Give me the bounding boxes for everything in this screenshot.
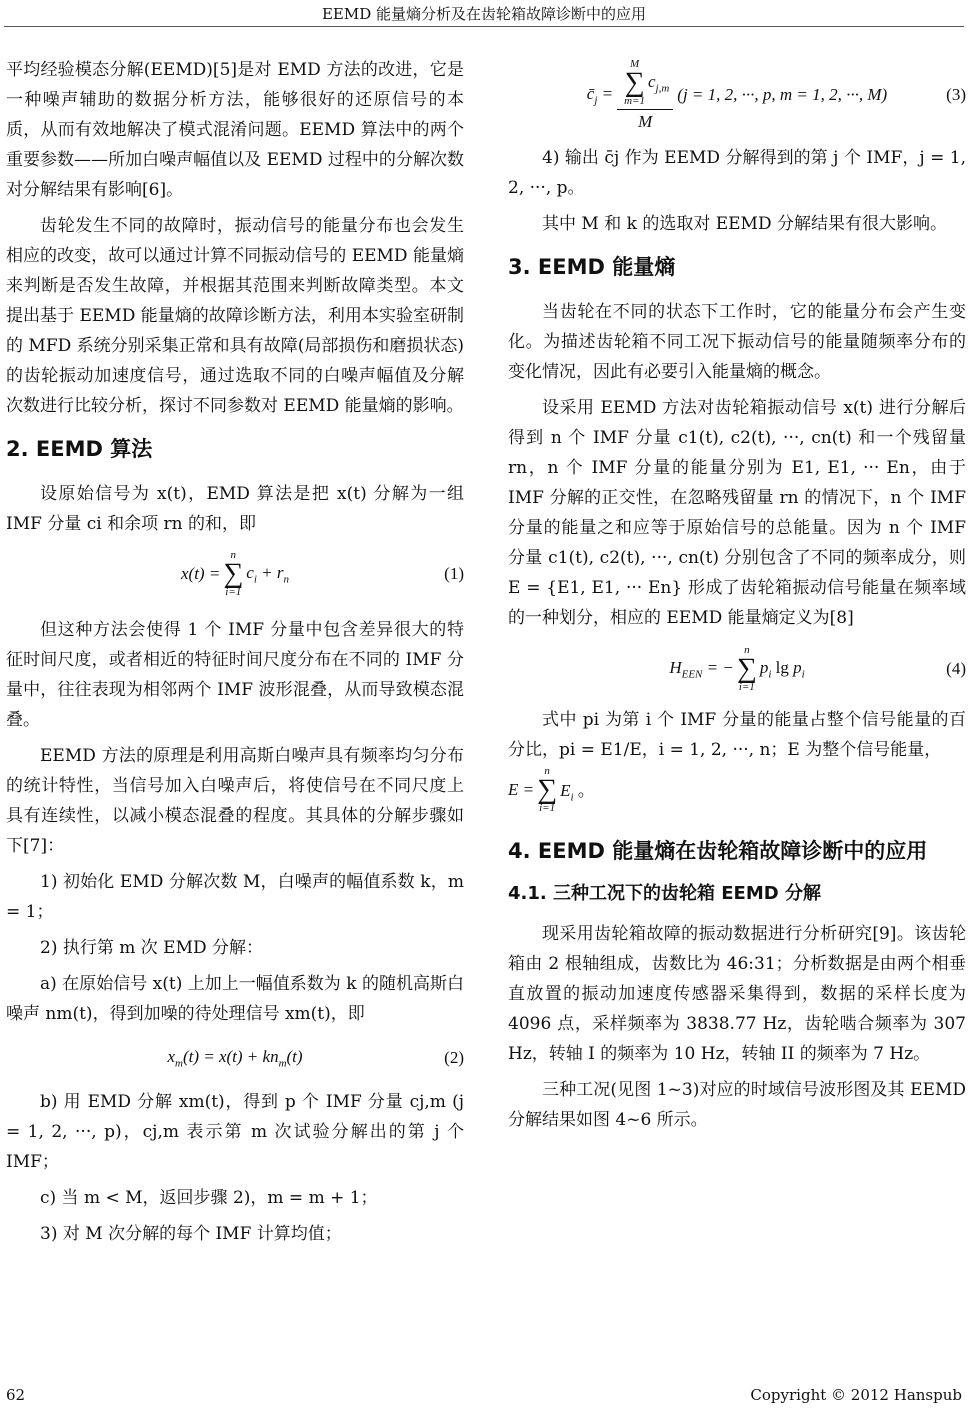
section-heading-2: 2. EEMD 算法 [6,437,153,461]
paragraph: 齿轮发生不同的故障时，振动信号的能量分布也会发生相应的改变，故可以通过计算不同振动信号的 EEMD 能量熵来判断是否发生故障，并根据其范围来判断故障类型。本文提出基于 EEMD 能量熵的故障诊断方法，利用本实验室研制的 MFD 系统分别采集正常和具有故障(局部损伤和磨损状态)的齿轮振动加速度信号，通过选取不同的白噪声幅值及分解次数进行比较分析，探讨不同参数对 EEMD 能量熵的影响。 [6,216,464,416]
section-heading-4: 4. EEMD 能量熵在齿轮箱故障诊断中的应用 [508,839,928,863]
subsection-heading-4-1: 4.1. 三种工况下的齿轮箱 EEMD 分解 [508,883,821,904]
equation-1: x(t) = n ∑ i=1 $c_i + r_n$ (1) [181,549,464,598]
step-4: 4) 输出 c̄j 作为 EEMD 分解得到的第 j 个 IMF，j = 1, 2, ···, p。 [508,148,966,198]
step-2b: b) 用 EMD 分解 xm(t)，得到 p 个 IMF 分量 cj,m (j = 1, 2, ···, p)，cj,m 表示第 m 次试验分解出的第 j 个 IMF； [6,1092,464,1172]
copyright-notice: Copyright © 2012 Hanspub [750,1386,962,1404]
step-2: 2) 执行第 m 次 EMD 分解： [40,938,264,958]
step-1: 1) 初始化 EMD 分解次数 M，白噪声的幅值系数 k，m = 1； [6,872,464,922]
paragraph: 设采用 EEMD 方法对齿轮箱振动信号 x(t) 进行分解后得到 n 个 IMF 分量 c1(t), c2(t), ···, cn(t) 和一个残留量 rn，n 个 IMF 分量的能量分别为 E1, E1, ··· En，由于 IMF 分解的正交性，在忽略残留量 rn 的情况下，n 个 IMF 分量的能量之和应等于原始信号的总能量。因为 n 个 IMF 分量 c1(t), c2(t), ···, cn(t) 分别包含了不同的频率成分，则 E = {E1, E1, ··· En} 形成了齿轮箱振动信号能量在频率域的一种划分，相应的 EEMD 能量熵定义为[8] [508,398,966,628]
equation-number: (4) [946,659,966,678]
equation-2: $x_m(t) = x(t) + kn_m(t)$ (2) [167,1046,464,1070]
paragraph: 但这种方法会使得 1 个 IMF 分量中包含差异很大的特征时间尺度，或者相近的特征时间尺度分布在不同的 IMF 分量中，往往表现为相邻两个 IMF 波形混叠，从而导致模态混叠。 [6,620,464,730]
paragraph: 当齿轮在不同的状态下工作时，它的能量分布会产生变化。为描述齿轮箱不同工况下振动信号的能量随频率分布的变化情况，因此有必要引入能量熵的概念。 [508,302,966,382]
paragraph: 设原始信号为 x(t)，EMD 算法是把 x(t) 分解为一组 IMF 分量 ci 和余项 rn 的和，即 [6,484,464,534]
equation-number: (3) [946,85,966,104]
running-header: EEMD 能量熵分析及在齿轮箱故障诊断中的应用 [321,5,647,23]
header-rule [4,26,964,27]
step-2a: a) 在原始信号 x(t) 上加上一幅值系数为 k 的随机高斯白噪声 nm(t)，得到加噪的待处理信号 xm(t)，即 [6,974,464,1024]
paragraph: 式中 pi 为第 i 个 IMF 分量的能量占整个信号能量的百分比，pi = E1/E，i = 1, 2, ···, n；E 为整个信号能量， [508,710,966,760]
paragraph: 平均经验模态分解(EEMD)[5]是对 EMD 方法的改进，它是一种噪声辅助的数据分析方法，能够很好的还原信号的本质，从而有效地解决了模式混淆问题。EEMD 算法中的两个重要参数——所加白噪声幅值以及 EEMD 过程中的分解次数对分解结果有影响[6]。 [6,60,464,200]
equation-3: $c̄_j$ = M ∑ m=1 $c_{j,m}$ M (j = 1, 2, ···, p, m = 1, 2, ···, M) (3) [586,57,966,131]
page-number: 62 [6,1386,26,1404]
paragraph: 其中 M 和 k 的选取对 EEMD 分解结果有很大影响。 [542,214,947,234]
step-3: 3) 对 M 次分解的每个 IMF 计算均值； [40,1224,342,1244]
paragraph: EEMD 方法的原理是利用高斯白噪声具有频率均匀分布的统计特性，当信号加入白噪声后，将使信号在不同尺度上具有连续性，以减小模态混叠的程度。其具体的分解步骤如下[7]： [6,746,464,856]
section-heading-3: 3. EEMD 能量熵 [508,255,676,279]
equation-inline-sum: E = n ∑ i=1 $E_i$ 。 [508,765,595,814]
right-column [508,55,966,1135]
equation-number: (2) [444,1048,464,1067]
equation-number: (1) [444,564,464,583]
paragraph: 三种工况(见图 1~3)对应的时域信号波形图及其 EEMD 分解结果如图 4~6 所示。 [508,1080,966,1130]
left-column [6,55,464,1249]
step-2c: c) 当 m < M，返回步骤 2)，m = m + 1； [40,1188,378,1208]
equation-4: $H_{EEN}$ = − n ∑ i=1 $p_i$ $\lg p_i$ (4) [669,644,966,693]
paragraph: 现采用齿轮箱故障的振动数据进行分析研究[9]。该齿轮箱由 2 根轴组成，齿数比为 46:31；分析数据是由两个相垂直放置的振动加速度传感器采集得到，数据的采样长度为 4096 点，采样频率为 3838.77 Hz，齿轮啮合频率为 307 Hz，转轴 I 的频率为 10 Hz，转轴 II 的频率为 7 Hz。 [508,924,966,1064]
